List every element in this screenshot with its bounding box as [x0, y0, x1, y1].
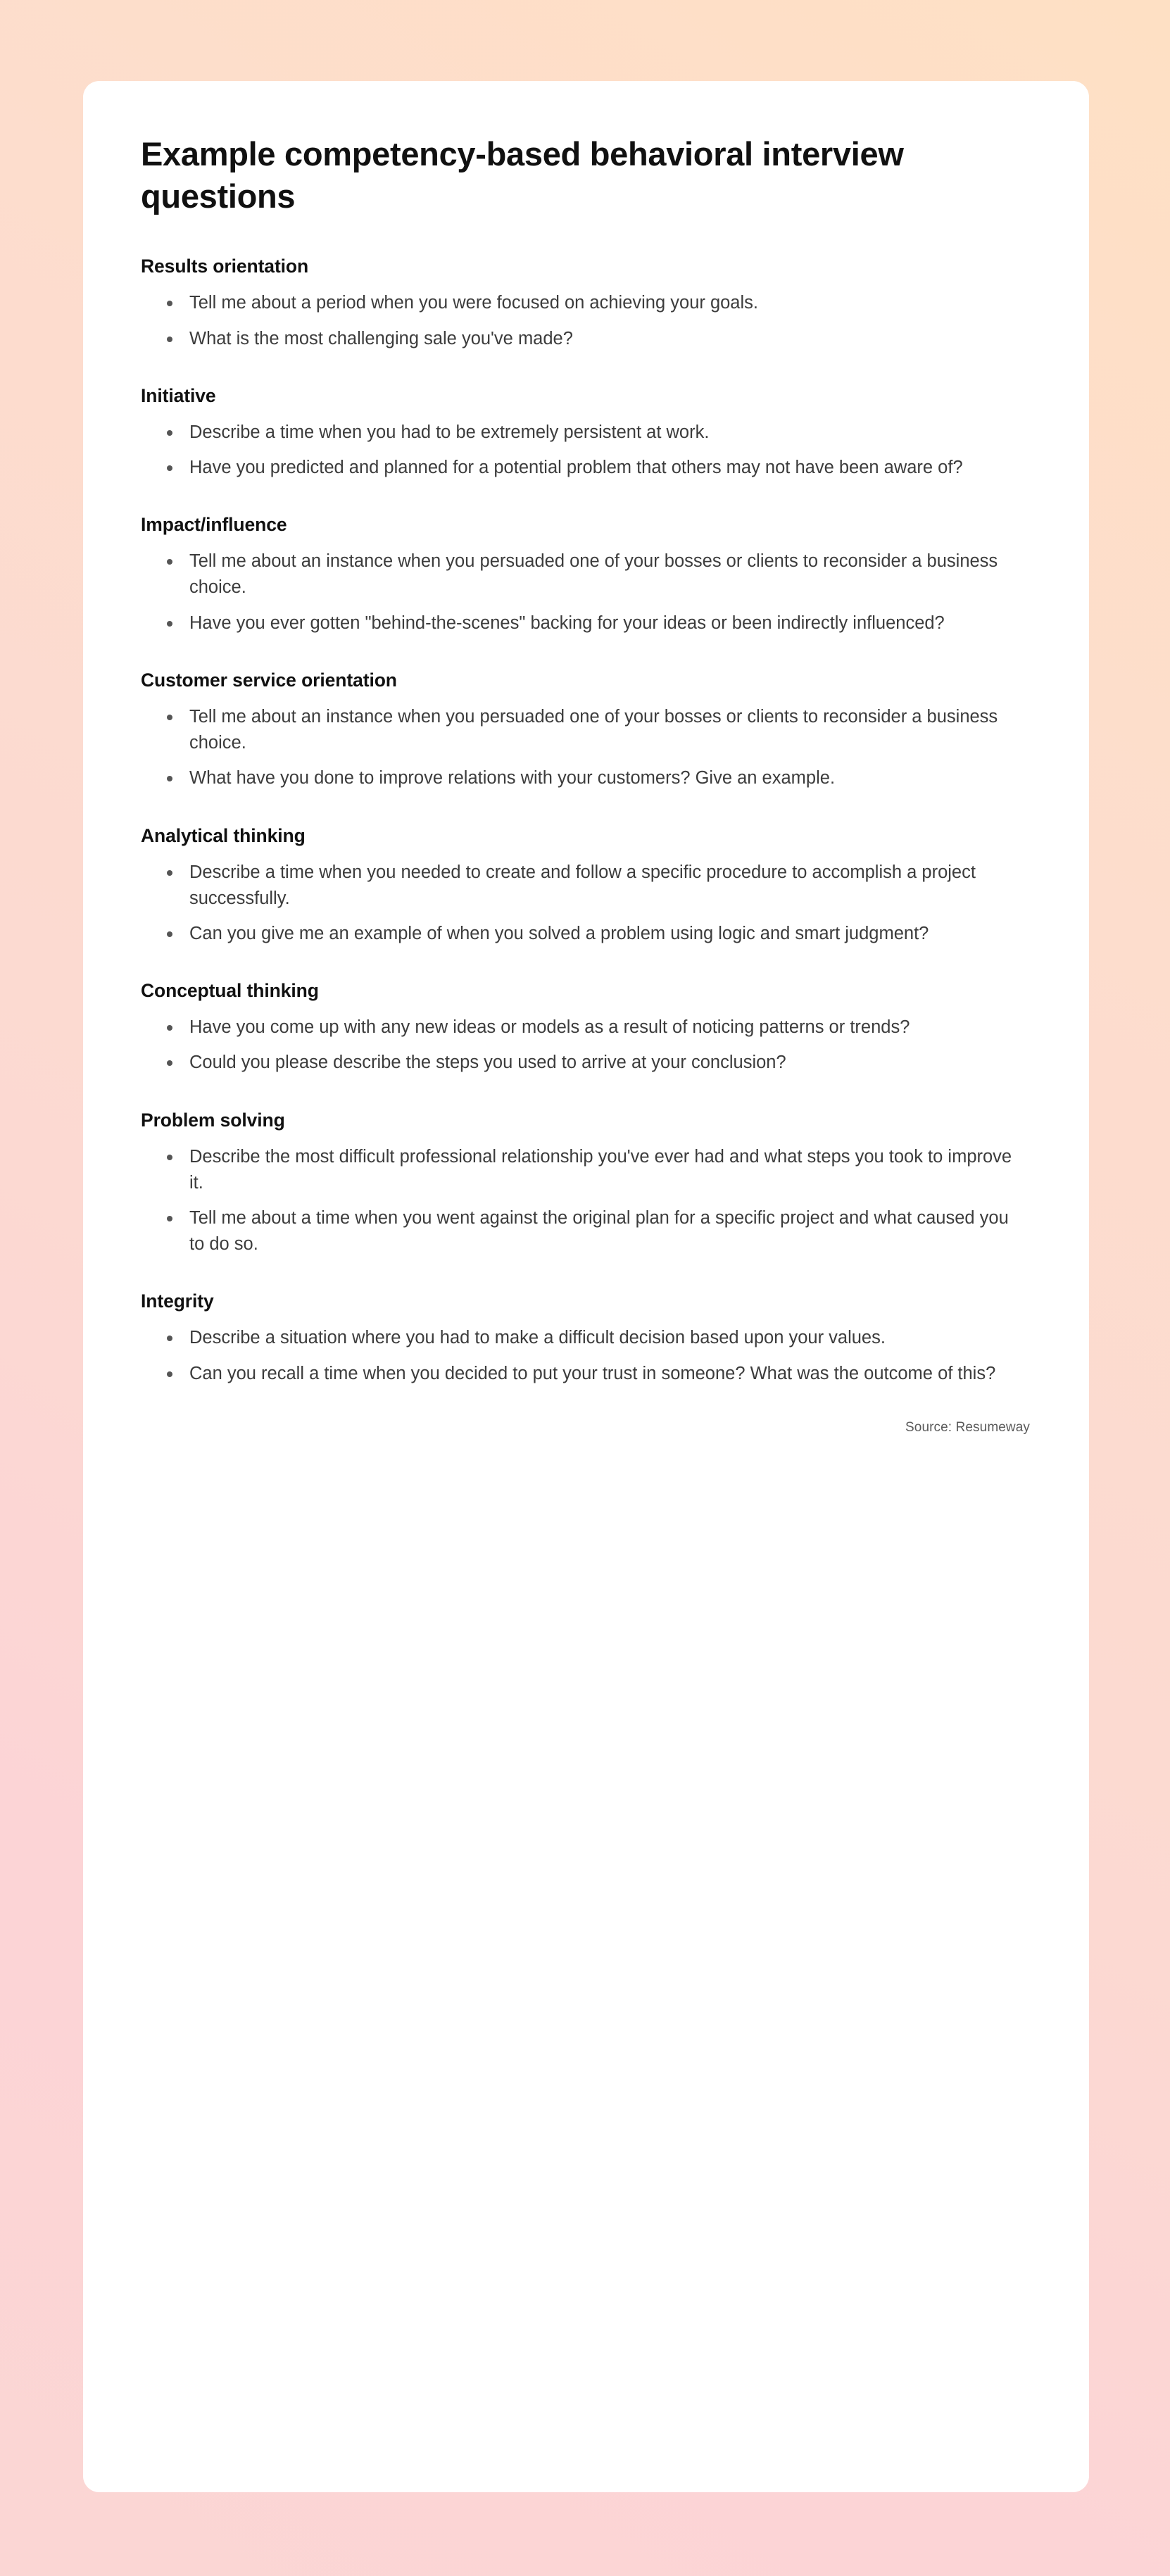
question-item	[141, 326, 1027, 352]
question-text: Could you please describe the steps you used to arrive at your conclusion?	[189, 1053, 786, 1073]
competency-section	[141, 385, 1031, 481]
question-list	[141, 704, 1031, 792]
question-item	[141, 455, 1027, 481]
question-text: Can you give me an example of when you solved a problem using logic and smart judgment?	[189, 923, 929, 943]
competency-section	[141, 256, 1031, 351]
question-text: Describe a situation where you had to make a difficult decision based upon your values.	[189, 1328, 886, 1348]
question-text: Have you come up with any new ideas or models as a result of noticing patterns or trends?	[189, 1017, 910, 1038]
competency-section	[141, 1290, 1031, 1386]
bullet-dot-icon	[167, 776, 172, 781]
bullet-dot-icon	[167, 870, 172, 876]
question-item	[141, 765, 1027, 791]
question-text: Tell me about an instance when you persuaded one of your bosses or clients to reconsider a business choice.	[189, 706, 998, 753]
question-item	[141, 548, 1027, 601]
section-heading: Results orientation	[141, 256, 309, 277]
questions-card	[83, 81, 1089, 2492]
competency-section	[141, 825, 1031, 948]
source-row	[141, 1420, 1031, 1435]
question-item	[141, 860, 1027, 912]
question-item	[141, 610, 1027, 636]
question-item	[141, 1014, 1027, 1041]
question-list	[141, 860, 1031, 948]
question-text: Have you ever gotten "behind-the-scenes" backing for your ideas or been indirectly influenced?	[189, 612, 945, 633]
bullet-dot-icon	[167, 559, 172, 565]
question-list	[141, 548, 1031, 636]
bullet-dot-icon	[167, 1336, 172, 1341]
bullet-dot-icon	[167, 1371, 172, 1377]
question-text: Describe the most difficult professional relationship you've ever had and what steps you took to improve it.	[189, 1146, 1012, 1193]
bullet-dot-icon	[167, 301, 172, 306]
competency-section	[141, 670, 1031, 792]
bullet-dot-icon	[167, 337, 172, 342]
question-item	[141, 1050, 1027, 1076]
question-item	[141, 1325, 1027, 1351]
question-text: Tell me about a period when you were focused on achieving your goals.	[189, 293, 758, 313]
question-item	[141, 1205, 1027, 1257]
competency-section	[141, 1110, 1031, 1258]
question-list	[141, 1325, 1031, 1386]
source-attribution: Source: Resumeway	[905, 1419, 1030, 1435]
bullet-dot-icon	[167, 430, 172, 436]
question-list	[141, 420, 1031, 481]
bullet-dot-icon	[167, 1060, 172, 1066]
question-text: What have you done to improve relations with your customers? Give an example.	[189, 768, 836, 788]
bullet-dot-icon	[167, 1216, 172, 1221]
section-heading: Impact/influence	[141, 514, 287, 536]
section-heading: Customer service orientation	[141, 669, 397, 691]
question-item	[141, 1361, 1027, 1387]
question-list	[141, 1144, 1031, 1258]
question-item	[141, 1144, 1027, 1196]
bullet-dot-icon	[167, 715, 172, 720]
competency-section	[141, 980, 1031, 1076]
bullet-dot-icon	[167, 931, 172, 937]
competency-section	[141, 514, 1031, 636]
bullet-dot-icon	[167, 465, 172, 471]
section-heading: Problem solving	[141, 1109, 285, 1131]
question-text: Can you recall a time when you decided to put your trust in someone? What was the outcome of this?	[189, 1363, 996, 1383]
bullet-dot-icon	[167, 621, 172, 627]
section-heading: Integrity	[141, 1290, 214, 1312]
bullet-dot-icon	[167, 1025, 172, 1031]
section-heading: Conceptual thinking	[141, 980, 319, 1002]
section-heading: Analytical thinking	[141, 824, 306, 846]
question-item	[141, 290, 1027, 316]
question-text: Describe a time when you had to be extremely persistent at work.	[189, 422, 710, 442]
question-text: Tell me about an instance when you persuaded one of your bosses or clients to reconsider a business choice.	[189, 551, 998, 598]
page-title: Example competency-based behavioral interview questions	[141, 135, 904, 215]
question-item	[141, 921, 1027, 947]
question-item	[141, 704, 1027, 756]
question-text: What is the most challenging sale you've made?	[189, 328, 573, 348]
bullet-dot-icon	[167, 1155, 172, 1160]
section-heading: Initiative	[141, 384, 216, 406]
question-item	[141, 420, 1027, 446]
question-text: Describe a time when you needed to create and follow a specific procedure to accomplish a project successfully.	[189, 862, 976, 908]
sections-container	[141, 256, 1031, 1387]
question-text: Tell me about a time when you went against the original plan for a specific project and what caused you to do so.	[189, 1208, 1009, 1255]
question-text: Have you predicted and planned for a potential problem that others may not have been aware of?	[189, 457, 963, 477]
question-list	[141, 290, 1031, 351]
question-list	[141, 1014, 1031, 1076]
